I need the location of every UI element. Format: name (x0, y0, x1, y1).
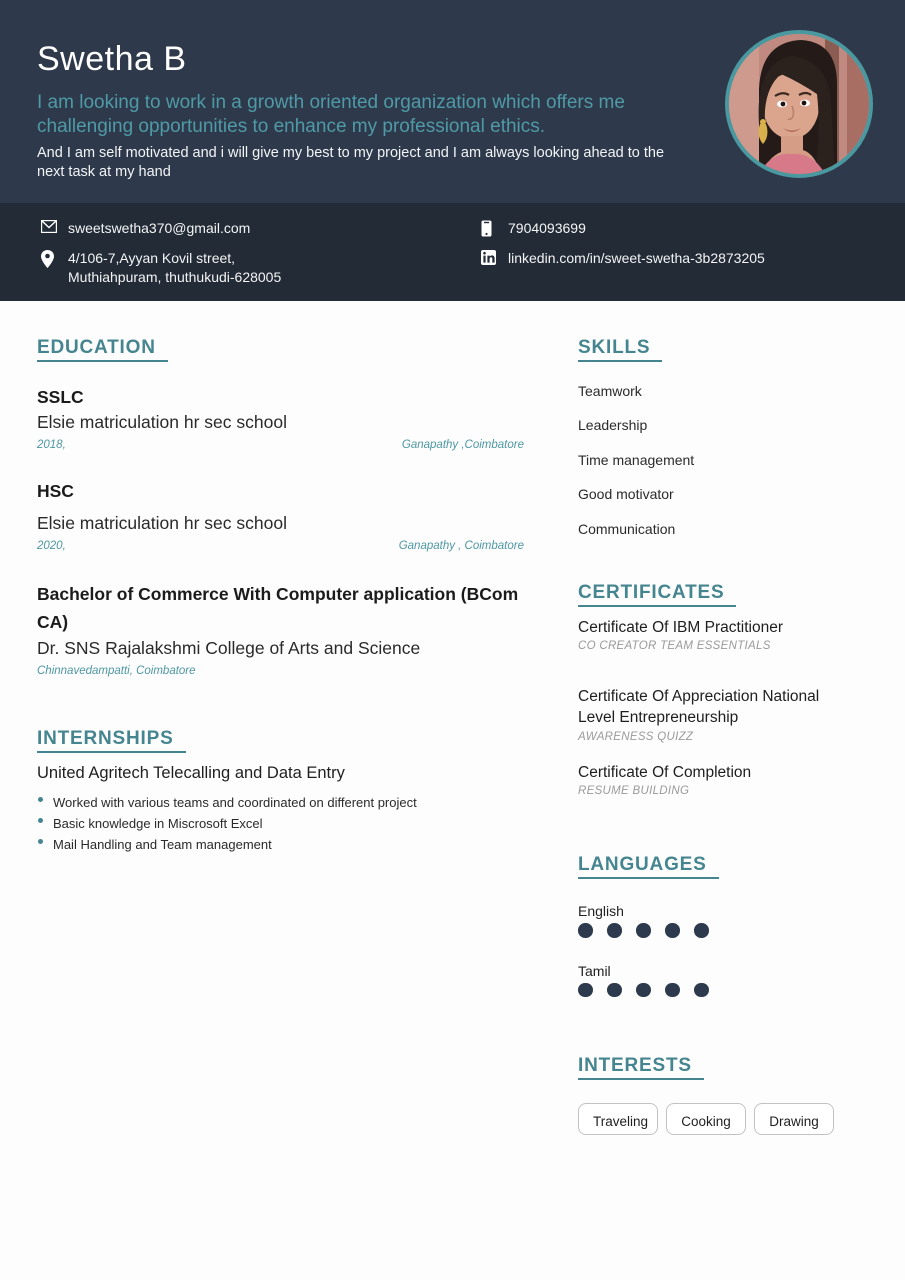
mail-icon (41, 220, 57, 233)
address-value (68, 249, 281, 287)
certificate-subtitle: CO CREATOR TEAM ESSENTIALS (578, 640, 771, 653)
certificates-heading: CERTIFICATES (578, 582, 831, 607)
internship-bullet: Mail Handling and Team management (37, 837, 524, 854)
education-heading: EDUCATION (37, 337, 524, 362)
internships-heading: INTERNSHIPS (37, 728, 524, 753)
level-dot (665, 923, 680, 938)
contact-email-row (41, 219, 481, 238)
education-meta (37, 540, 524, 552)
level-dot (607, 983, 622, 998)
level-dot (578, 923, 593, 938)
skill-item: Communication (578, 520, 676, 537)
contact-address-row (41, 249, 481, 287)
languages-section (578, 854, 831, 997)
address-line-1: 4/106-7,Ayyan Kovil street, (68, 249, 236, 266)
level-dot (694, 983, 709, 998)
interests-section (578, 1055, 831, 1135)
skills-heading: SKILLS (578, 337, 831, 362)
education-location: Ganapathy , Coimbatore (398, 540, 524, 553)
certificate-item (578, 686, 831, 743)
level-dot (636, 983, 651, 998)
education-entry (37, 477, 524, 552)
certificate-title: Certificate Of IBM Practitioner (578, 618, 784, 636)
certificate-subtitle: AWARENESS QUIZZ (578, 730, 694, 743)
left-column (37, 337, 524, 1136)
education-entry (37, 383, 524, 451)
certificate-title: Certificate Of Completion (578, 763, 752, 781)
language-item (578, 903, 831, 938)
interests-heading: INTERESTS (578, 1055, 831, 1080)
skill-item: Leadership (578, 417, 648, 434)
level-dot (665, 983, 680, 998)
interest-tag: Drawing (754, 1103, 834, 1135)
email-value[interactable]: sweetswetha370@gmail.com (68, 220, 251, 236)
education-section (37, 337, 524, 677)
internship-bullet-list (37, 795, 524, 855)
summary-text: And I am self motivated and i will give my best to my project and I am always looking ahead to the next task at my hand (37, 144, 665, 180)
right-column (578, 337, 831, 1136)
school-name: Dr. SNS Rajalakshmi College of Arts and Science (37, 637, 421, 658)
person-name: Swetha B (37, 40, 187, 78)
level-dot (636, 923, 651, 938)
certificate-title: Certificate Of Appreciation National Level Entrepreneurship (578, 688, 820, 727)
degree-title: HSC (37, 480, 74, 501)
header (0, 0, 905, 203)
linkedin-icon (481, 250, 497, 265)
degree-title: Bachelor of Commerce With Computer application (BCom CA) (37, 584, 519, 633)
internship-title: United Agritech Telecalling and Data Entry (37, 763, 345, 782)
objective-tagline: I am looking to work in a growth oriented organization which offers me challenging opportunities to enhance my professional ethics. (37, 92, 625, 138)
school-name: Elsie matriculation hr sec school (37, 412, 287, 433)
location-pin-icon (41, 250, 57, 268)
education-location: Chinnavedampatti, Coimbatore (37, 664, 196, 677)
skill-item: Time management (578, 451, 695, 468)
languages-heading: LANGUAGES (578, 854, 831, 879)
contact-phone-row (481, 219, 765, 238)
language-item (578, 963, 831, 998)
skill-item: Teamwork (578, 382, 642, 399)
education-location: Ganapathy ,Coimbatore (401, 438, 524, 451)
internship-bullet: Basic knowledge in Miscrosoft Excel (37, 816, 524, 833)
address-line-2: Muthiahpuram, thuthukudi-628005 (68, 268, 282, 285)
contact-bar (0, 203, 905, 301)
level-dot (607, 923, 622, 938)
avatar (725, 30, 873, 178)
interest-tag: Traveling (578, 1103, 658, 1135)
resume-body (0, 301, 905, 1136)
certificate-subtitle: RESUME BUILDING (578, 785, 690, 798)
linkedin-value[interactable]: linkedin.com/in/sweet-swetha-3b2873205 (508, 249, 765, 266)
certificate-item (578, 617, 831, 652)
level-dot (694, 923, 709, 938)
interest-tag: Cooking (666, 1103, 746, 1135)
education-entry (37, 580, 524, 677)
level-dot (578, 983, 593, 998)
certificates-section (578, 582, 831, 798)
school-name: Elsie matriculation hr sec school (37, 513, 287, 534)
skills-list (578, 384, 831, 536)
certificate-item (578, 762, 831, 797)
contact-linkedin-row (481, 249, 765, 268)
language-name: English (578, 903, 624, 920)
degree-title: SSLC (37, 386, 84, 407)
education-date: 2018, (37, 438, 66, 451)
phone-value: 7904093699 (508, 220, 586, 236)
phone-icon (481, 220, 497, 237)
skill-item: Good motivator (578, 486, 674, 503)
education-date: 2020, (37, 540, 66, 553)
interest-tags (578, 1103, 831, 1135)
skills-section (578, 337, 831, 536)
education-meta (37, 439, 524, 451)
language-name: Tamil (578, 962, 611, 979)
contact-col-left (41, 219, 481, 287)
contact-col-right (481, 219, 765, 287)
language-level-dots (578, 923, 831, 938)
internship-bullet: Worked with various teams and coordinated on different project (37, 795, 524, 812)
portrait-illustration (729, 34, 869, 174)
internships-section (37, 728, 524, 855)
language-level-dots (578, 983, 831, 998)
